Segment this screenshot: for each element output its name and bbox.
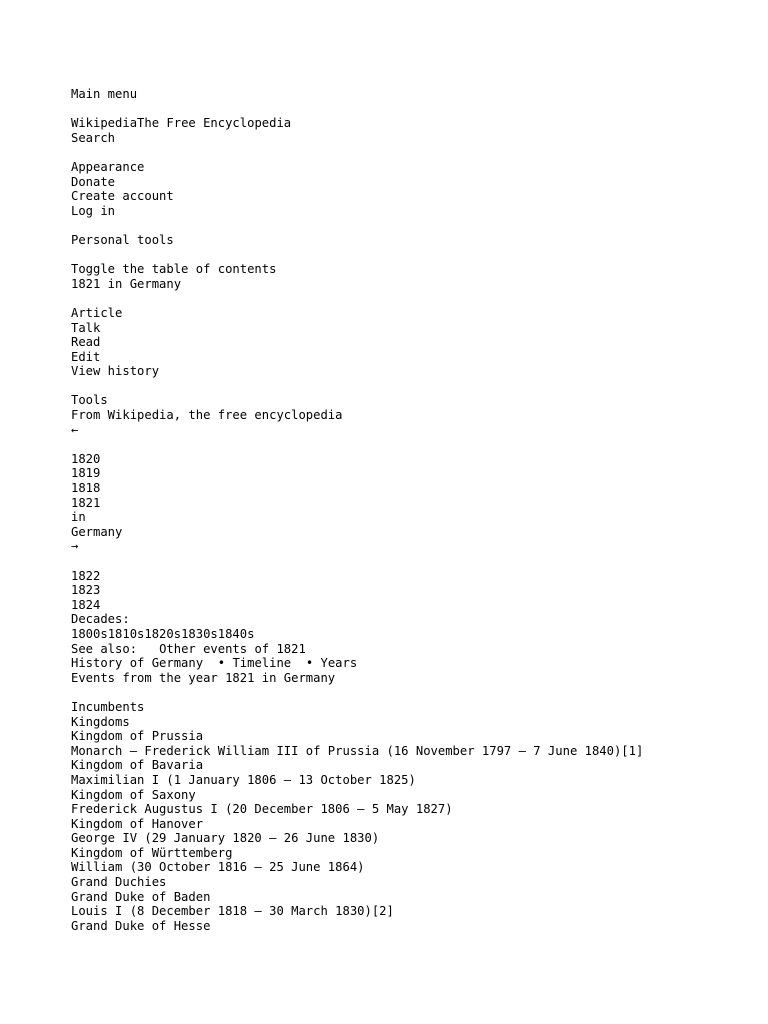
see-also-row — [71, 642, 751, 657]
year-link-next[interactable]: 1823 — [71, 583, 101, 598]
decade-link[interactable]: 1800s — [71, 626, 108, 641]
current-year-in: in — [71, 510, 86, 525]
grand-duchy-name[interactable]: Grand Duke of Hesse — [71, 918, 211, 933]
decade-link[interactable]: 1820s — [144, 626, 182, 641]
spacer — [71, 248, 751, 263]
year-link-next[interactable]: 1824 — [71, 597, 101, 612]
kingdom-name[interactable]: Kingdom of Württemberg — [71, 845, 233, 860]
year-link-prev[interactable]: 1818 — [71, 481, 101, 496]
kingdom-name[interactable]: Kingdom of Prussia — [71, 729, 204, 744]
site-tagline: From Wikipedia, the free encyclopedia — [71, 408, 343, 423]
spacer — [71, 379, 751, 394]
kingdom-name[interactable]: Kingdom of Hanover — [71, 816, 204, 831]
personal-tools-button[interactable]: Personal tools — [71, 232, 174, 247]
spacer — [71, 218, 751, 233]
decade-link[interactable]: 1810s — [107, 626, 145, 641]
history-of-germany-link[interactable]: History of Germany — [71, 656, 204, 671]
history-links-row — [71, 656, 751, 671]
decades-links — [71, 627, 751, 642]
wordmark-tagline: The Free Encyclopedia — [137, 116, 292, 131]
other-events-link[interactable]: Other events of 1821 — [159, 641, 306, 656]
intro-text: Events from the year 1821 in Germany — [71, 670, 336, 685]
kingdom-ruler: Maximilian I (1 January 1806 – 13 October 1825) — [71, 772, 416, 787]
see-also-label: See also: — [71, 641, 138, 656]
search-link[interactable]: Search — [71, 130, 116, 145]
kingdom-ruler: George IV (29 January 1820 – 26 June 1830) — [71, 831, 380, 846]
donate-link[interactable]: Donate — [71, 174, 116, 189]
decade-link[interactable]: 1840s — [217, 626, 255, 641]
year-link-prev[interactable]: 1819 — [71, 466, 101, 481]
tools-button[interactable]: Tools — [71, 393, 108, 408]
spacer — [71, 291, 751, 306]
tab-article[interactable]: Article — [71, 305, 123, 320]
spacer — [71, 685, 751, 700]
kingdom-ruler: William (30 October 1816 – 25 June 1864) — [71, 860, 365, 875]
log-in-link[interactable]: Log in — [71, 203, 116, 218]
wordmark: Wikipedia — [71, 116, 138, 131]
spacer — [71, 145, 751, 160]
appearance-button[interactable]: Appearance — [71, 159, 145, 174]
decades-label: Decades: — [71, 612, 130, 627]
spacer — [71, 102, 751, 117]
tab-read[interactable]: Read — [71, 335, 101, 350]
wikipedia-home-link[interactable] — [71, 116, 751, 131]
bullet-separator: • — [203, 656, 233, 671]
section-heading-incumbents: Incumbents — [71, 699, 145, 714]
current-country: Germany — [71, 524, 123, 539]
grand-duchy-ruler: Louis I (8 December 1818 – 30 March 1830)[2] — [71, 904, 394, 919]
create-account-link[interactable]: Create account — [71, 189, 174, 204]
spacer — [71, 554, 751, 569]
decade-link[interactable]: 1830s — [181, 626, 218, 641]
subheading-grand-duchies: Grand Duchies — [71, 875, 167, 890]
spacer — [71, 437, 751, 452]
current-year: 1821 — [71, 495, 101, 510]
year-link-next[interactable]: 1822 — [71, 568, 101, 583]
kingdom-name[interactable]: Kingdom of Saxony — [71, 787, 196, 802]
tab-view-history[interactable]: View history — [71, 364, 160, 379]
subheading-kingdoms: Kingdoms — [71, 714, 130, 729]
prev-arrow-icon[interactable]: ← — [71, 422, 79, 437]
kingdom-name[interactable]: Kingdom of Bavaria — [71, 758, 204, 773]
next-arrow-icon[interactable]: → — [71, 539, 79, 554]
toggle-toc-button[interactable]: Toggle the table of contents — [71, 262, 277, 277]
kingdom-ruler: Frederick Augustus I (20 December 1806 – 5 May 1827) — [71, 802, 453, 817]
main-menu-button[interactable]: Main menu — [71, 87, 138, 101]
page-content — [71, 87, 751, 933]
kingdom-ruler: Monarch – Frederick William III of Prussia (16 November 1797 – 7 June 1840)[1] — [71, 743, 644, 758]
page-title: 1821 in Germany — [71, 276, 182, 291]
grand-duchy-name[interactable]: Grand Duke of Baden — [71, 889, 211, 904]
years-link[interactable]: Years — [320, 656, 358, 671]
year-link-prev[interactable]: 1820 — [71, 451, 101, 466]
timeline-link[interactable]: Timeline — [232, 656, 292, 671]
tab-talk[interactable]: Talk — [71, 320, 101, 335]
tab-edit[interactable]: Edit — [71, 349, 101, 364]
bullet-separator: • — [291, 656, 321, 671]
